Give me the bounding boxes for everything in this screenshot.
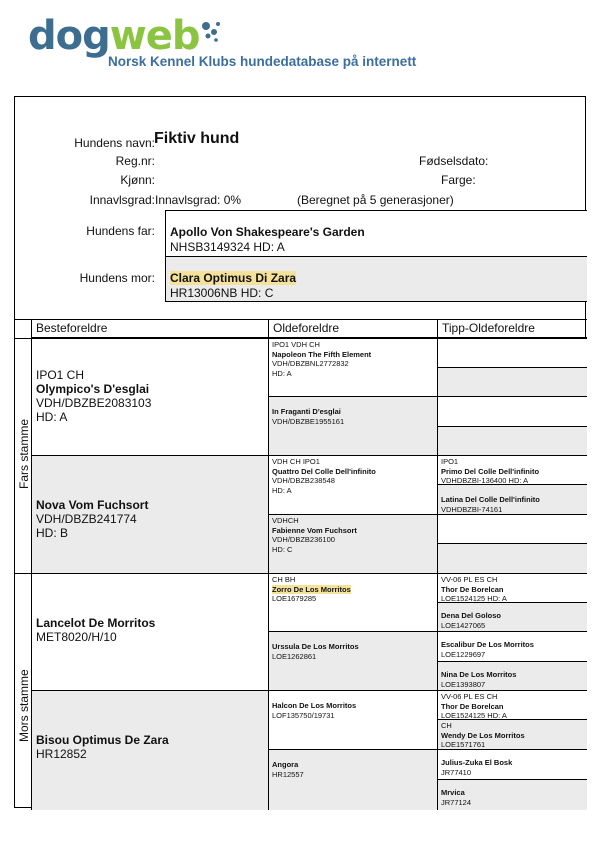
greatgreat-cell[interactable]: IPO1 Primo Del Colle Dell'infinito VDHDBZBI-136400 HD: A <box>437 455 587 484</box>
greatgreat-cell[interactable] <box>437 396 587 426</box>
father-name[interactable]: Apollo Von Shakespeare's Garden <box>170 225 365 239</box>
grandparent-cell[interactable]: IPO1 CH Olympico's D'esglai VDH/DBZBE2083103 HD: A <box>31 338 268 455</box>
greatgreat-cell[interactable]: Nina De Los Morritos LOE1393807 <box>437 661 587 690</box>
logo-wordmark: dogweb <box>28 13 200 59</box>
regnr-label: Reg.nr: <box>115 154 155 168</box>
side-mother-label: Mors stamme <box>17 669 31 742</box>
greatgreat-cell[interactable] <box>437 338 587 367</box>
greatgrandparent-cell[interactable]: IPO1 VDH CH Napoleon The Fifth Element VDH/DBZBNL2772832 HD: A <box>268 338 437 396</box>
greatgrandparent-cell[interactable]: VDH CH IPO1 Quattro Del Colle Dell'infinito VDH/DBZB238548 HD: A <box>268 455 437 514</box>
greatgreat-cell[interactable]: Mrvica JR77124 <box>437 779 587 810</box>
greatgrandparent-cell[interactable]: Angora HR12557 <box>268 749 437 810</box>
inbreeding-label: Innavlsgrad: <box>89 193 155 207</box>
greatgrandparent-cell[interactable]: VDHCH Fabienne Vom Fuchsort VDH/DBZB236100 HD: C <box>268 514 437 573</box>
inbreeding-value: Innavlsgrad: 0% <box>155 193 242 207</box>
greatgreat-cell[interactable] <box>437 426 587 455</box>
col-header-greatgrandparents: Oldeforeldre <box>268 320 437 338</box>
greatgreat-cell[interactable] <box>437 543 587 573</box>
greatgrandparent-cell[interactable]: Urssula De Los Morritos LOE1262861 <box>268 631 437 690</box>
grandparent-cell[interactable]: Lancelot De Morritos MET8020/H/10 <box>31 573 268 690</box>
logo-subtitle: Norsk Kennel Klubs hundedatabase på internett <box>108 54 417 69</box>
father-box[interactable] <box>165 210 587 256</box>
mother-info: HR13006NB HD: C <box>170 286 274 300</box>
color-label: Farge: <box>441 173 476 187</box>
greatgreat-cell[interactable]: CH Wendy De Los Morritos LOE1571761 <box>437 719 587 749</box>
birthdate-label: Fødselsdato: <box>419 154 489 168</box>
mother-box[interactable] <box>165 256 587 302</box>
side-father-lineage <box>15 338 31 573</box>
greatgreat-cell[interactable]: Julius-Zuka El Bosk JR77410 <box>437 749 587 779</box>
greatgrandparent-cell[interactable]: CH BH Zorro De Los Morritos LOE1679285 <box>268 573 437 631</box>
col-header-grandparents: Besteforeldre <box>31 320 268 338</box>
greatgreat-cell[interactable] <box>437 514 587 543</box>
dogweb-logo[interactable] <box>28 12 448 72</box>
pedigree-table <box>15 319 587 809</box>
mother-label: Hundens mor: <box>79 271 155 285</box>
dog-name: Fiktiv hund <box>154 130 240 147</box>
greatgreat-cell[interactable]: VV-06 PL ES CH Thor De Borelcan LOE1524125 HD: A <box>437 573 587 602</box>
inbreeding-note: (Beregnet på 5 generasjoner) <box>297 193 454 207</box>
father-label: Hundens far: <box>86 224 155 238</box>
sex-label: Kjønn: <box>120 173 155 187</box>
col-header-greatgreat: Tipp-Oldeforeldre <box>437 320 587 338</box>
greatgreat-cell[interactable]: VV-06 PL ES CH Thor De Borelcan LOE1524125 HD: A <box>437 690 587 719</box>
pedigree-document <box>14 96 586 808</box>
greatgreat-cell[interactable]: Latina Del Colle Dell'infinito VDHDBZBI-74161 <box>437 484 587 514</box>
greatgreat-cell[interactable]: Dena Del Goloso LOE1427065 <box>437 602 587 631</box>
grandparent-cell[interactable]: Nova Vom Fuchsort VDH/DBZB241774 HD: B <box>31 455 268 573</box>
greatgreat-cell[interactable]: Escalibur De Los Morritos LOE1229697 <box>437 631 587 661</box>
side-father-label: Fars stamme <box>17 418 31 489</box>
greatgrandparent-cell[interactable]: Halcon De Los Morritos LOF135750/19731 <box>268 690 437 749</box>
greatgreat-cell[interactable] <box>437 367 587 396</box>
mother-name[interactable]: Clara Optimus Di Zara <box>170 271 297 285</box>
dog-name-label: Hundens navn: <box>74 136 155 150</box>
father-info: NHSB3149324 HD: A <box>170 240 285 254</box>
greatgrandparent-cell[interactable]: In Fraganti D'esglai VDH/DBZBE1955161 <box>268 396 437 455</box>
grandparent-cell[interactable]: Bisou Optimus De Zara HR12852 <box>31 690 268 810</box>
side-mother-lineage <box>15 573 31 810</box>
